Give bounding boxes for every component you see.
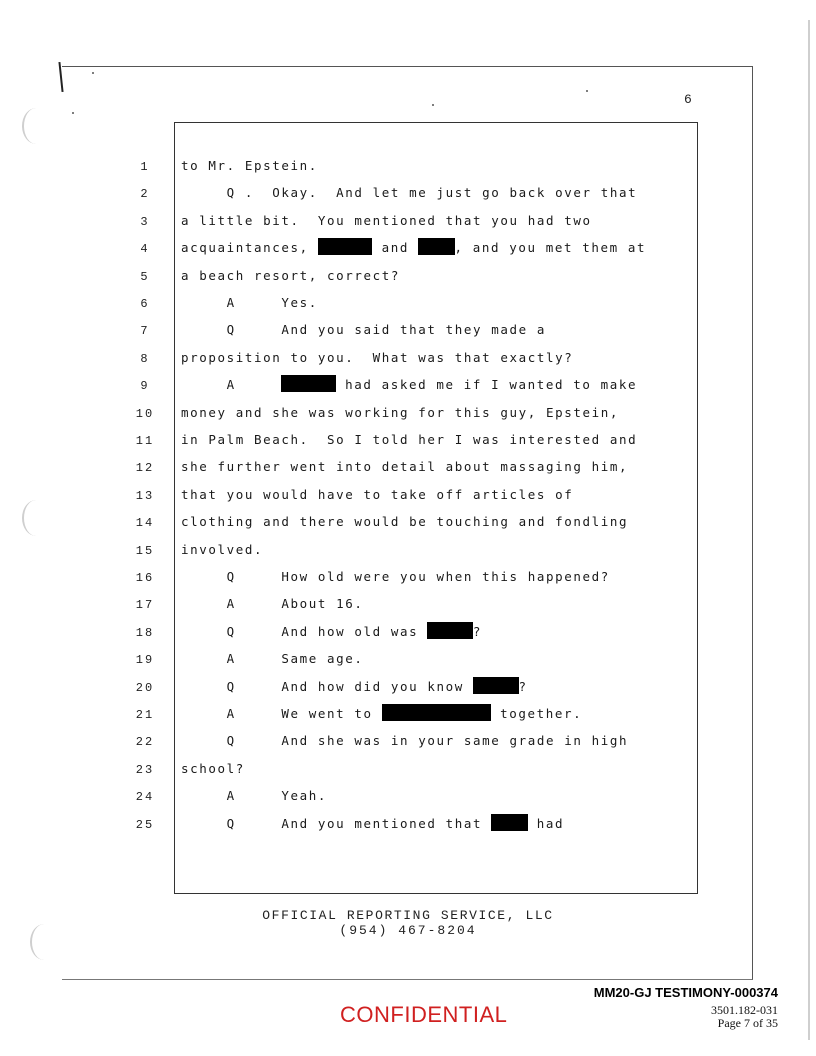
line-number: 5 (140, 269, 150, 284)
transcript-line (0, 160, 816, 182)
transcript-line (0, 541, 816, 566)
punch-hole-top (22, 108, 50, 144)
transcript-line (0, 653, 816, 675)
bates-number: MM20-GJ TESTIMONY-000374 (593, 985, 778, 1000)
line-text: Q And you mentioned that had (181, 815, 565, 831)
line-number: 13 (135, 488, 155, 503)
line-text: acquaintances, and , and you met them at (181, 240, 647, 256)
line-text: involved. (181, 541, 264, 557)
line-number: 7 (140, 324, 150, 339)
scan-speck (586, 90, 588, 92)
transcript-line (0, 760, 816, 785)
transcript-line (0, 598, 816, 620)
line-number: 10 (135, 406, 155, 421)
line-text: A About 16. (181, 596, 364, 612)
redaction-box (418, 238, 454, 255)
line-number: 21 (135, 708, 155, 722)
line-text: clothing and there would be touching and fondling (181, 514, 629, 530)
line-number: 11 (135, 434, 155, 448)
transcript-line (0, 708, 816, 730)
line-text: A had asked me if I wanted to make (181, 377, 638, 393)
transcript-line (0, 790, 816, 812)
line-text: Q . Okay. And let me just go back over that (181, 185, 638, 201)
line-number: 12 (135, 461, 155, 476)
line-number: 2 (140, 187, 150, 202)
line-number: 16 (135, 571, 155, 585)
transcript-line (0, 242, 816, 264)
line-text: she further went into detail about massaging him, (181, 459, 629, 475)
line-text: Q And she was in your same grade in high (181, 733, 629, 749)
line-number: 15 (135, 543, 155, 558)
transcript-line (0, 212, 816, 237)
transcript-line (0, 404, 816, 429)
transcript-line (0, 379, 816, 401)
transcript-line (0, 486, 816, 511)
transcript-line (0, 434, 816, 456)
line-text: to Mr. Epstein. (181, 158, 318, 173)
line-text: a beach resort, correct? (181, 267, 401, 283)
line-text: A Yes. (181, 295, 318, 310)
line-number: 9 (140, 379, 150, 394)
line-number: 19 (135, 653, 155, 668)
scan-speck (72, 112, 74, 114)
line-text: a little bit. You mentioned that you had two (181, 212, 592, 228)
transcript-line (0, 735, 816, 757)
line-number: 6 (140, 297, 150, 311)
reporting-service-phone: (954) 467-8204 (339, 923, 477, 938)
line-number: 14 (135, 516, 155, 531)
line-text: school? (181, 760, 245, 776)
reporting-service-name: OFFICIAL REPORTING SERVICE, LLC (262, 908, 554, 923)
transcript-line (0, 815, 816, 840)
scan-speck (432, 104, 434, 106)
line-number: 23 (135, 762, 155, 777)
document-id-number: 3501.182-031 (711, 1003, 778, 1017)
line-text: money and she was working for this guy, Epstein, (181, 404, 620, 420)
transcript-line (0, 678, 816, 703)
document-page-count: Page 7 of 35 (717, 1016, 778, 1030)
line-text: Q How old were you when this happened? (181, 569, 610, 584)
line-text: A Same age. (181, 651, 364, 667)
redaction-box (427, 622, 473, 639)
confidential-stamp: CONFIDENTIAL (340, 1002, 508, 1027)
line-number: 17 (135, 598, 155, 613)
line-text: Q And how did you know ? (181, 678, 528, 694)
redaction-box (382, 704, 491, 721)
line-text: Q And you said that they made a (181, 322, 547, 338)
line-text: proposition to you. What was that exactly? (181, 349, 574, 365)
transcript-line (0, 623, 816, 648)
line-text: A Yeah. (181, 788, 328, 804)
scan-speck (92, 72, 94, 74)
transcript-line (0, 324, 816, 346)
redaction-box (281, 375, 336, 392)
transcript-line (0, 516, 816, 538)
transcript-line (0, 349, 816, 374)
line-number: 4 (140, 242, 150, 257)
line-number: 8 (140, 351, 150, 366)
transcript-page-number: 6 (684, 92, 692, 107)
transcript-line (0, 267, 816, 292)
transcript-line (0, 461, 816, 483)
line-text: A We went to together. (181, 706, 583, 721)
line-text: that you would have to take off articles of (181, 486, 574, 502)
transcript-line (0, 297, 816, 319)
line-number: 25 (135, 817, 155, 832)
transcript-line (0, 187, 816, 209)
line-number: 1 (140, 160, 150, 174)
line-text: Q And how old was ? (181, 623, 483, 639)
line-number: 3 (140, 214, 150, 229)
redaction-box (318, 238, 373, 255)
transcript-line (0, 571, 816, 593)
line-number: 24 (135, 790, 155, 805)
line-text: in Palm Beach. So I told her I was interested and (181, 432, 638, 447)
redaction-box (473, 677, 519, 694)
line-number: 20 (135, 680, 155, 695)
line-number: 22 (135, 735, 155, 750)
redaction-box (491, 814, 527, 831)
document-id (711, 1004, 778, 1030)
line-number: 18 (135, 625, 155, 640)
